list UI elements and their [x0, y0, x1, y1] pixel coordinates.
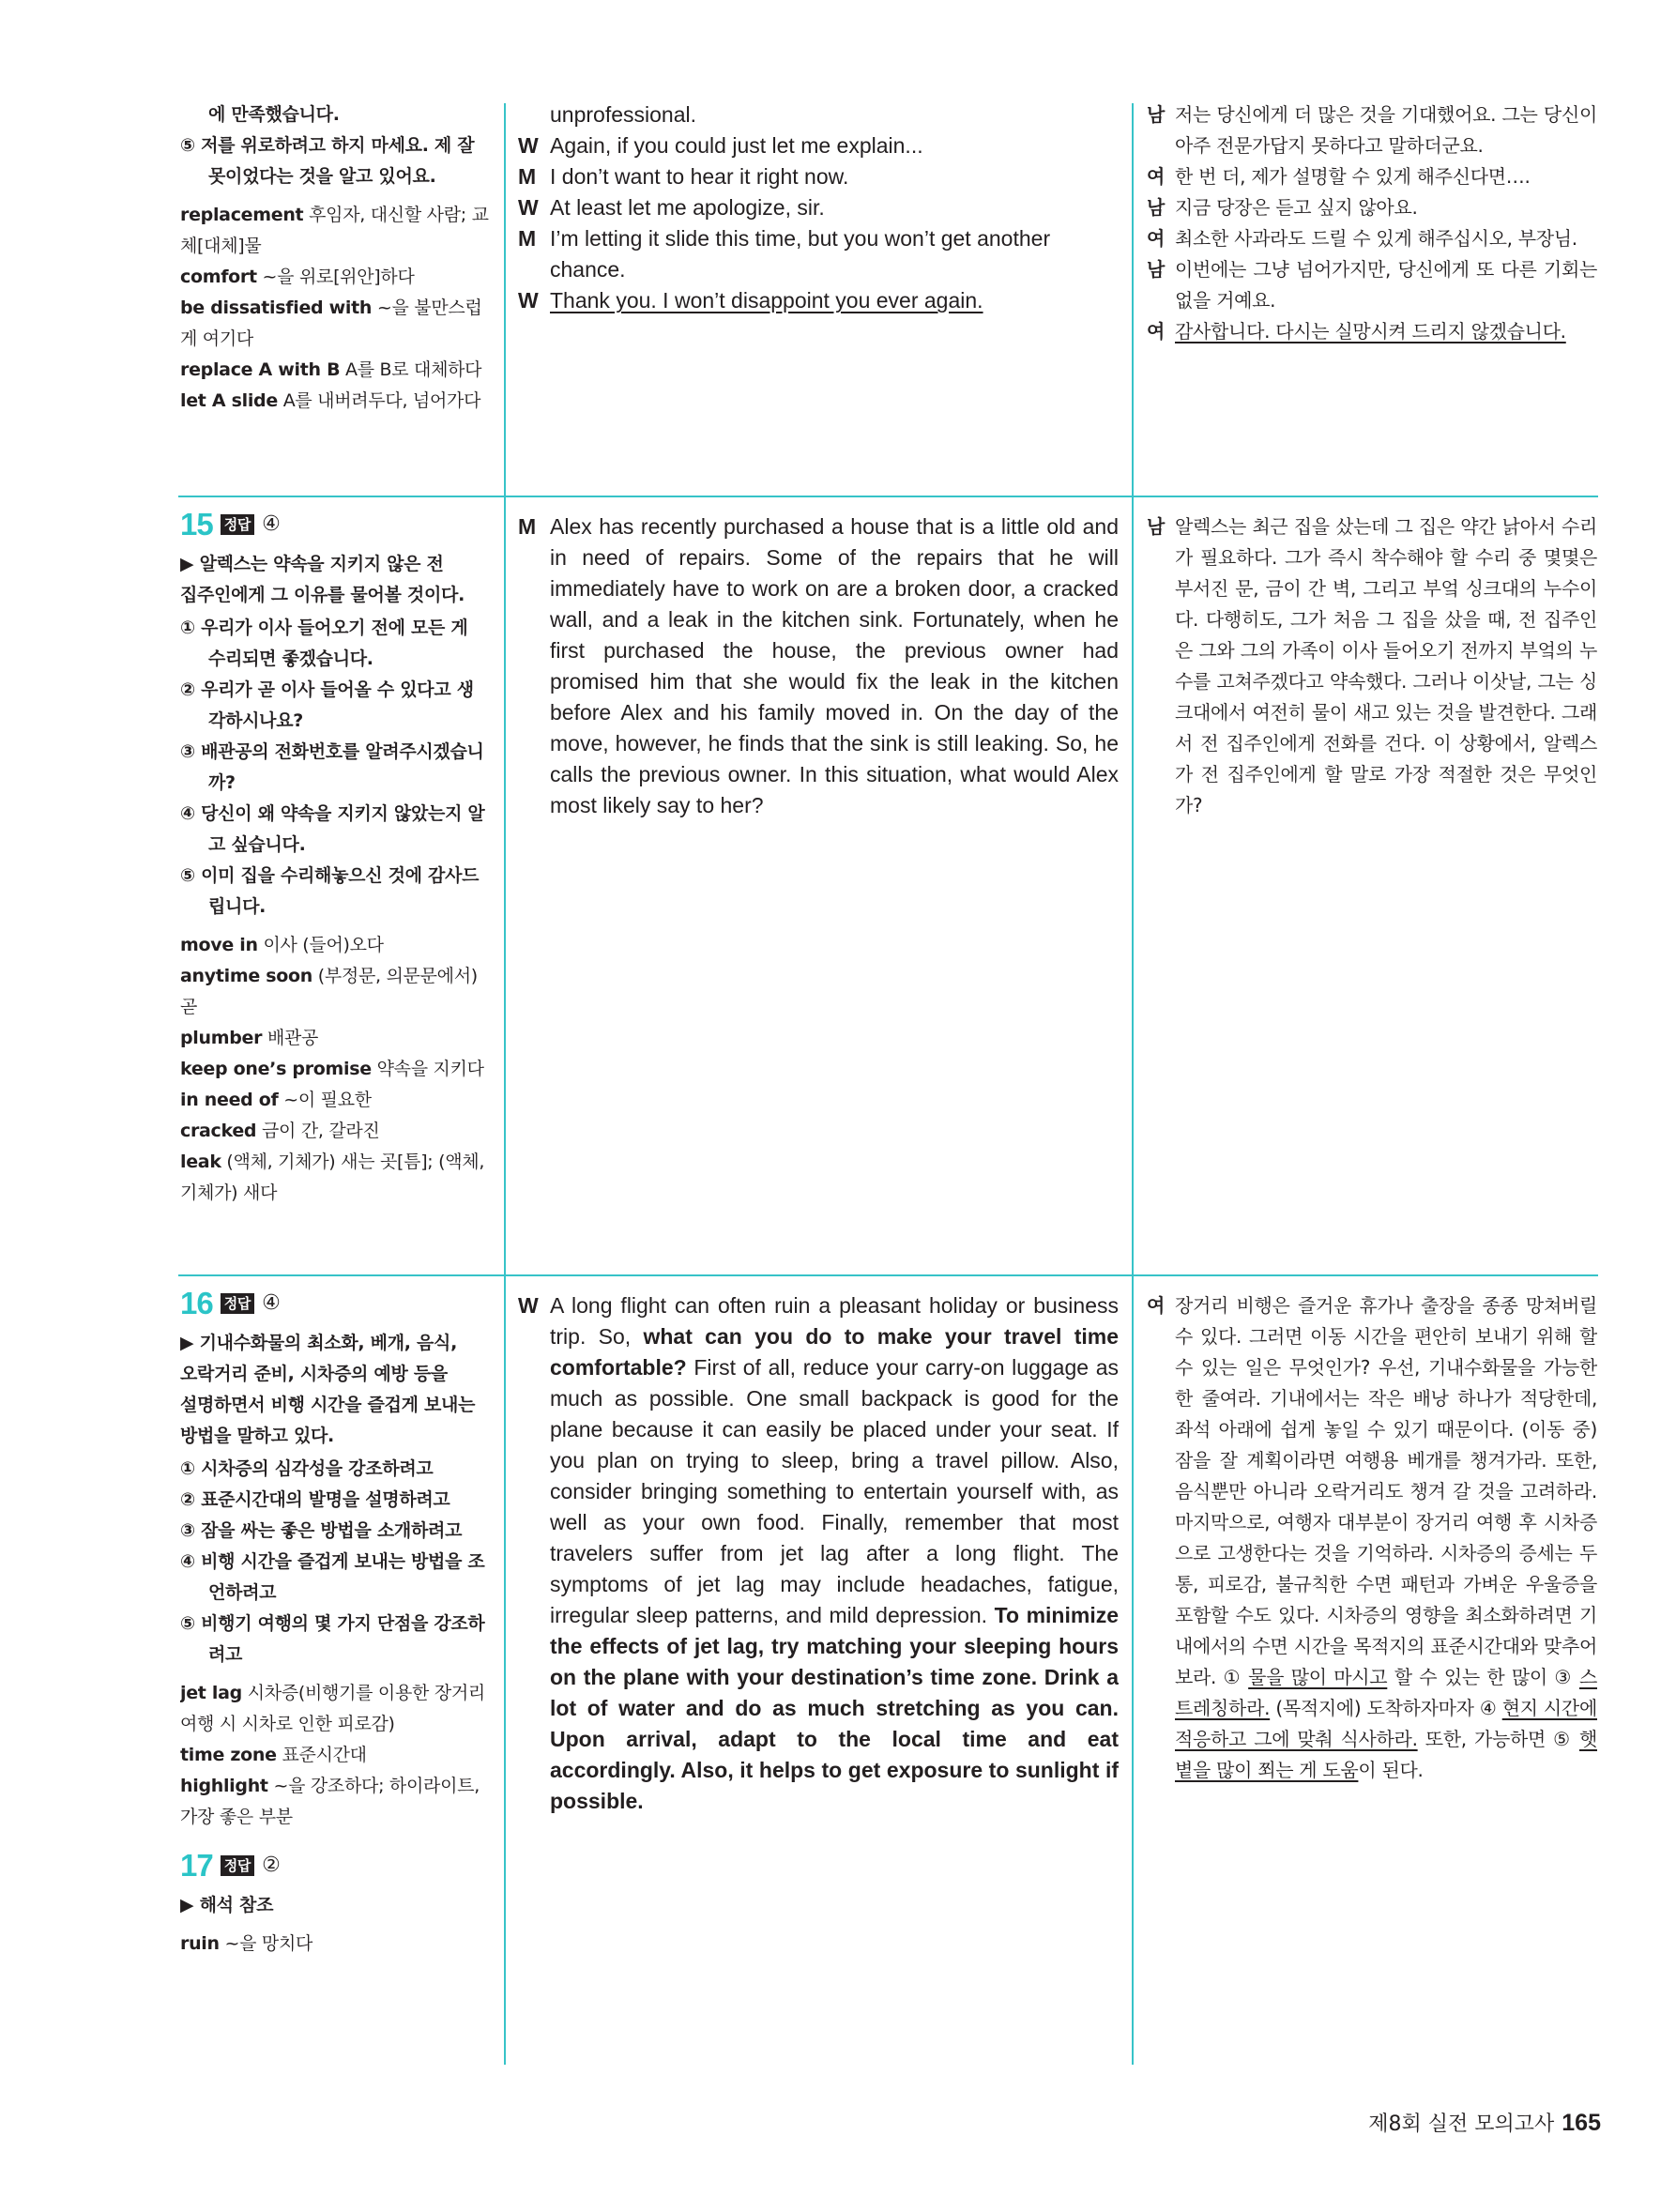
translation-line: 남 지금 당장은 듣고 싶지 않아요. [1147, 196, 1418, 219]
q15-script [518, 511, 1119, 1262]
q15-translation [1147, 511, 1597, 1262]
q15-option-1: ① 우리가 이사 들어오기 전에 모든 게 수리되면 좋겠습니다. [180, 618, 468, 669]
q15-option-4: ④ 당신이 왜 약속을 지키지 않았는지 알고 싶습니다. [180, 803, 485, 855]
q15-option-3: ③ 배관공의 전화번호를 알려주시겠습니까? [180, 741, 484, 793]
translation-line: 남 알렉스는 최근 집을 샀는데 그 집은 약간 낡아서 수리가 필요하다. 그가 즉시 착수해야 할 수리 중 몇몇은 부서진 문, 금이 간 벽, 그리고 부엌 싱크대의 누수이다. 다행히도, 그가 처음 그 집을 샀을 때, 전 집주인은 그와 그의 가족이 이사 들어오기 전까지 부엌의 누수를 고쳐주겠다고 약속했다. 그러나 이삿날, 그는 싱크대에서 여전히 물이 새고 있는 것을 발견한다. 그래서 전 집주인에게 전화를 건다. 이 상황에서, 알렉스가 전 집주인에게 할 말로 가장 적절한 것은 무엇인가? [1147, 515, 1597, 816]
q16-option-3: ③ 잠을 싸는 좋은 방법을 소개하려고 [180, 1520, 463, 1541]
q15-answer-notes [180, 509, 490, 1269]
vocab-item: jet lag 시차증(비행기를 이용한 장거리 여행 시 시차로 인한 피로감) [180, 1683, 485, 1734]
translation-line: 여 장거리 비행은 즐거운 휴가나 출장을 종종 망쳐버릴 수 있다. 그러면 이동 시간을 편안히 보내기 위해 할 수 있는 일은 무엇인가? 우선, 기내수화물을 가능한 한 줄여라. 기내에서는 작은 배낭 하나가 적당한데, 좌석 아래에 쉽게 놓일 수 있기 때문이다. (이동 중) 잠을 잘 계획이라면 여행용 베개를 챙겨가라. 또한, 음식뿐만 아니라 오락거리도 챙겨 갈 것을 고려하라. 마지막으로, 여행자 대부분이 장거리 여행 후 시차증으로 고생한다는 것을 기억하라. 시차증의 증세는 두통, 피로감, 불규칙한 수면 패턴과 가벼운 우울증을 포함할 수도 있다. 시차증의 영향을 최소화하려면 기내에서의 수면 시간을 목적지의 표준시간대와 맞추어 보라. ① 물을 많이 마시고 할 수 있는 한 많이 ③ 스트레칭하라. (목적지에) 도착하자마자 ④ 현지 시간에 적응하고 그에 맞춰 식사하라. 또한, 가능하면 ⑤ 햇볕을 많이 쬐는 게 도움이 된다. [1147, 1290, 1597, 1786]
q14-script-continued [518, 99, 1119, 494]
translation-line-answer: 여 감사합니다. 다시는 실망시켜 드리지 않겠습니다. [1147, 320, 1566, 343]
vocab-item: replacement 후임자, 대신할 사람; 교체[대체]물 [180, 205, 489, 256]
script-line: W Again, if you could just let me explain... [518, 133, 923, 158]
column-rule-left [504, 103, 506, 2065]
script-line-answer: W Thank you. I won’t disappoint you ever again. [518, 288, 983, 313]
vocab-item: in need of ~이 필요한 [180, 1090, 372, 1110]
script-line: M I don’t want to hear it right now. [518, 164, 849, 189]
q16-option-1: ① 시차증의 심각성을 강조하려고 [180, 1458, 434, 1479]
q14-option-5: ⑤ 저를 위로하려고 하지 마세요. 제 잘못이었다는 것을 알고 있어요. [180, 135, 475, 187]
answer-badge: 정답 [221, 514, 254, 535]
question-number: 15 [180, 509, 213, 542]
q15-explanation: ▶ 알렉스는 약속을 지키지 않은 전 집주인에게 그 이유를 물어볼 것이다. [180, 554, 465, 605]
translation-line: 여 최소한 사과라도 드릴 수 있게 해주십시오, 부장님. [1147, 227, 1577, 250]
script-line: M I’m letting it slide this time, but you won’t get another chance. [518, 226, 1051, 282]
vocab-item: leak (액체, 기체가) 새는 곳[틈]; (액체, 기체가) 새다 [180, 1152, 485, 1203]
question-number: 17 [180, 1848, 213, 1883]
q17-header [180, 1850, 490, 1881]
vocab-item: anytime soon (부정문, 의문문에서) 곧 [180, 966, 478, 1017]
answer-choice: ④ [262, 1291, 281, 1315]
q16-header [180, 1288, 490, 1319]
script-line: unprofessional. [550, 102, 696, 127]
vocab-item: time zone 표준시간대 [180, 1745, 367, 1765]
q16-explanation: ▶ 기내수화물의 최소화, 베개, 음식, 오락거리 준비, 시차증의 예방 등을 설명하면서 비행 시간을 즐겁게 보내는 방법을 말하고 있다. [180, 1333, 476, 1446]
vocab-item: comfort ~을 위로[위안]하다 [180, 267, 415, 287]
answer-badge: 정답 [221, 1293, 254, 1314]
q17-explanation: ▶ 해석 참조 [180, 1895, 274, 1915]
script-line: W At least let me apologize, sir. [518, 195, 825, 220]
answer-badge: 정답 [221, 1855, 254, 1876]
translation-line: 남 저는 당신에게 더 많은 것을 기대했어요. 그는 당신이 아주 전문가답지 못하다고 말하더군요. [1147, 103, 1597, 157]
q16-answer-notes [180, 1288, 490, 2067]
vocab-item: move in 이사 (들어)오다 [180, 935, 384, 955]
q14-vocab-list [180, 200, 490, 417]
q16-option-4: ④ 비행 시간을 즐겁게 보내는 방법을 조언하려고 [180, 1551, 485, 1603]
translation-line: 남 이번에는 그냥 넘어가지만, 당신에게 또 다른 기회는 없을 거예요. [1147, 258, 1597, 312]
q16-option-5: ⑤ 비행기 여행의 몇 가지 단점을 강조하려고 [180, 1613, 485, 1665]
q17-vocab-list [180, 1929, 490, 1960]
vocab-item: plumber 배관공 [180, 1028, 319, 1048]
q15-vocab-list [180, 930, 490, 1209]
footer-title: 제8회 실전 모의고사 [1368, 2113, 1555, 2136]
q16-translation-text: 장거리 비행은 즐거운 휴가나 출장을 종종 망쳐버릴 수 있다. 그러면 이동 시간을 편안히 보내기 위해 할 수 있는 일은 무엇인가? 우선, 기내수화물을 가능한 한 줄여라. 기내에서는 작은 배낭 하나가 적당한데, 좌석 아래에 쉽게 놓일 수 있기 때문이다. (이동 중) 잠을 잘 계획이라면 여행용 베개를 챙겨가라. 또한, 음식뿐만 아니라 오락거리도 챙겨 갈 것을 고려하라. 마지막으로, 여행자 대부분이 장거리 여행 후 시차증으로 고생한다는 것을 기억하라. 시차증의 증세는 두통, 피로감, 불규칙한 수면 패턴과 가벼운 우울증을 포함할 수도 있다. 시차증의 영향을 최소화하려면 기내에서의 수면 시간을 목적지의 표준시간대와 맞추어 보라. ① 물을 많이 마시고 할 수 있는 한 많이 ③ 스트레칭하라. (목적지에) 도착하자마자 ④ 현지 시간에 적응하고 그에 맞춰 식사하라. 또한, 가능하면 ⑤ 햇볕을 많이 쬐는 게 도움이 된다. [1175, 1294, 1597, 1781]
answer-choice: ④ [262, 512, 281, 536]
q15-header [180, 509, 490, 540]
q15-option-5: ⑤ 이미 집을 수리해놓으신 것에 감사드립니다. [180, 865, 480, 917]
q15-option-2: ② 우리가 곧 이사 들어올 수 있다고 생각하시나요? [180, 679, 474, 731]
vocab-item: replace A with B A를 B로 대체하다 [180, 359, 482, 380]
script-line: M Alex has recently purchased a house that is a little old and in need of repairs. Some of the repairs that he will immediately have to work on are a broken door, a cracked wall, and a leak in the kitchen sink. Fortunately, when he first purchased the house, the previous owner had promised him that she would fix the leak in the kitchen before Alex and his family moved in. On the day of the move, however, he finds that the sink is still leaking. So, he calls the previous owner. In this situation, what would Alex most likely say to her? [518, 514, 1119, 817]
vocab-item: ruin ~을 망치다 [180, 1933, 313, 1954]
page-number: 165 [1562, 2110, 1601, 2136]
q16-script [518, 1290, 1119, 2060]
row-rule-2 [178, 1274, 1598, 1276]
q14-translation-continued [1147, 99, 1597, 494]
q16-script-text: A long flight can often ruin a pleasant holiday or business trip. So, what can you do to make your travel time comfortable? First of all, reduce your carry-on luggage as much as possible. One small backpack is good for the plane because it can easily be placed under your seat. If you plan on trying to sleep, bring a travel pillow. Also, consider bringing something to entertain yourself with, as well as your own food. Finally, remember that most travelers suffer from jet lag after a long flight. The symptoms of jet lag may include headaches, fatigue, irregular sleep patterns, and mild depression. To minimize the effects of jet lag, try matching your sleeping hours on the plane with your destination’s time zone. Drink a lot of water and do as much stretching as you can. Upon arrival, adapt to the local time and eat accordingly. Also, it helps to get exposure to sunlight if possible. [550, 1293, 1119, 1813]
q14-option-4-tail: 에 만족했습니다. [208, 104, 340, 125]
vocab-item: cracked 금이 간, 갈라진 [180, 1121, 380, 1141]
vocab-item: let A slide A를 내버려두다, 넘어가다 [180, 390, 481, 411]
answer-choice: ② [262, 1854, 281, 1877]
script-line: W A long flight can often ruin a pleasant holiday or business trip. So, what can you do to make your travel time comfortable? First of all, reduce your carry-on luggage as much as possible. One small backpack is good for the plane because it can easily be placed under your seat. If you plan on trying to sleep, bring a travel pillow. Also, consider bringing something to entertain yourself with, as well as your own food. Finally, remember that most travelers suffer from jet lag after a long flight. The symptoms of jet lag may include headaches, fatigue, irregular sleep patterns, and mild depression. To minimize the effects of jet lag, try matching your sleeping hours on the plane with your destination’s time zone. Drink a lot of water and do as much stretching as you can. Upon arrival, adapt to the local time and eat accordingly. Also, it helps to get exposure to sunlight if possible. [518, 1290, 1119, 1817]
vocab-item: highlight ~을 강조하다; 하이라이트, 가장 좋은 부분 [180, 1776, 480, 1827]
translation-line: 여 한 번 더, 제가 설명할 수 있게 해주신다면…. [1147, 165, 1531, 188]
q16-translation [1147, 1290, 1597, 2060]
vocab-item: keep one’s promise 약속을 지키다 [180, 1059, 484, 1079]
page-footer [1368, 2108, 1601, 2137]
row-rule-1 [178, 496, 1598, 497]
column-rule-right [1132, 103, 1134, 2065]
q16-option-2: ② 표준시간대의 발명을 설명하려고 [180, 1489, 450, 1510]
vocab-item: be dissatisfied with ~을 불만스럽게 여기다 [180, 297, 482, 349]
question-number: 16 [180, 1288, 213, 1320]
q16-vocab-list [180, 1678, 490, 1833]
q14-continued-notes [180, 99, 490, 494]
